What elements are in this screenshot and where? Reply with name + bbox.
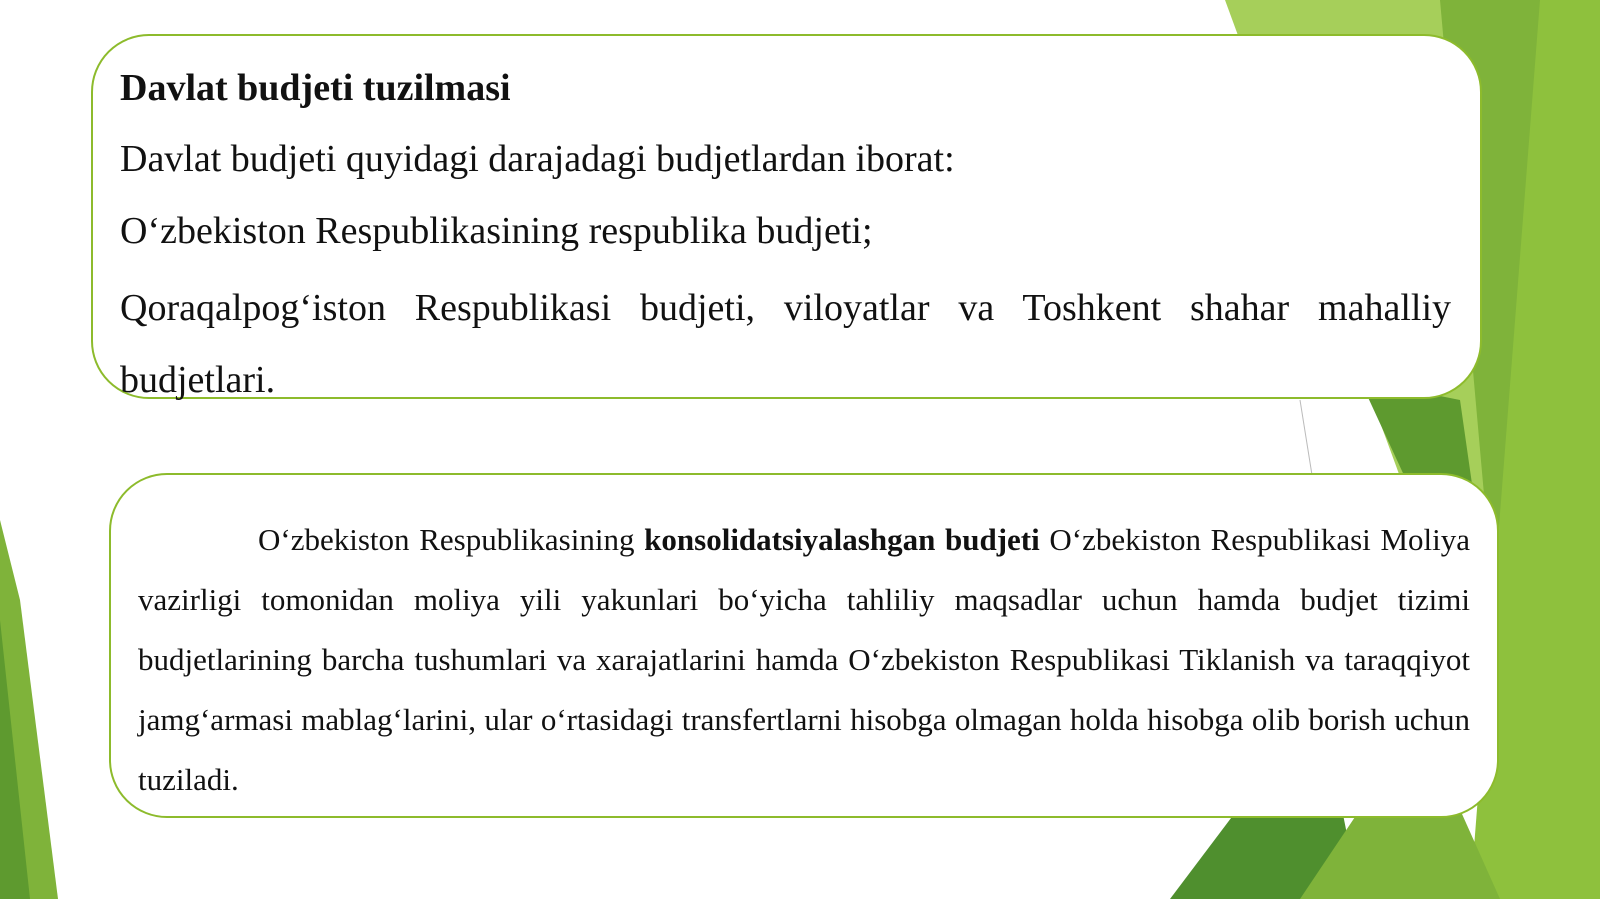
local-budgets-line: Qoraqalpog‘iston Respublikasi budjeti, viloyatlar va Toshkent shahar mahalliy budjetlari. bbox=[120, 287, 1451, 401]
republic-budget-line: O‘zbekiston Respublikasining respublika budjeti; bbox=[120, 210, 873, 252]
slide-title: Davlat budjeti tuzilmasi bbox=[120, 67, 511, 109]
paragraph-bold-term: konsolidatsiyalashgan budjeti bbox=[644, 522, 1040, 557]
consolidated-budget-paragraph bbox=[138, 510, 1470, 810]
paragraph-start: O‘zbekiston Respublikasining bbox=[258, 522, 645, 557]
intro-line: Davlat budjeti quyidagi darajadagi budjetlardan iborat: bbox=[120, 138, 955, 180]
paragraph-rest: O‘zbekiston Respublikasi Moliya vazirligi tomonidan moliya yili yakunlari bo‘yicha tahliliy maqsadlar uchun hamda budjet tizimi budjetlarining barcha tushumlari va xarajatlarini hamda O‘zbekiston Respublikasi Tiklanish va taraqqiyot jamg‘armasi mablag‘larini, ular o‘rtasidagi transfertlarni hisobga olmagan holda hisobga olib borish uchun tuziladi. bbox=[138, 522, 1471, 797]
